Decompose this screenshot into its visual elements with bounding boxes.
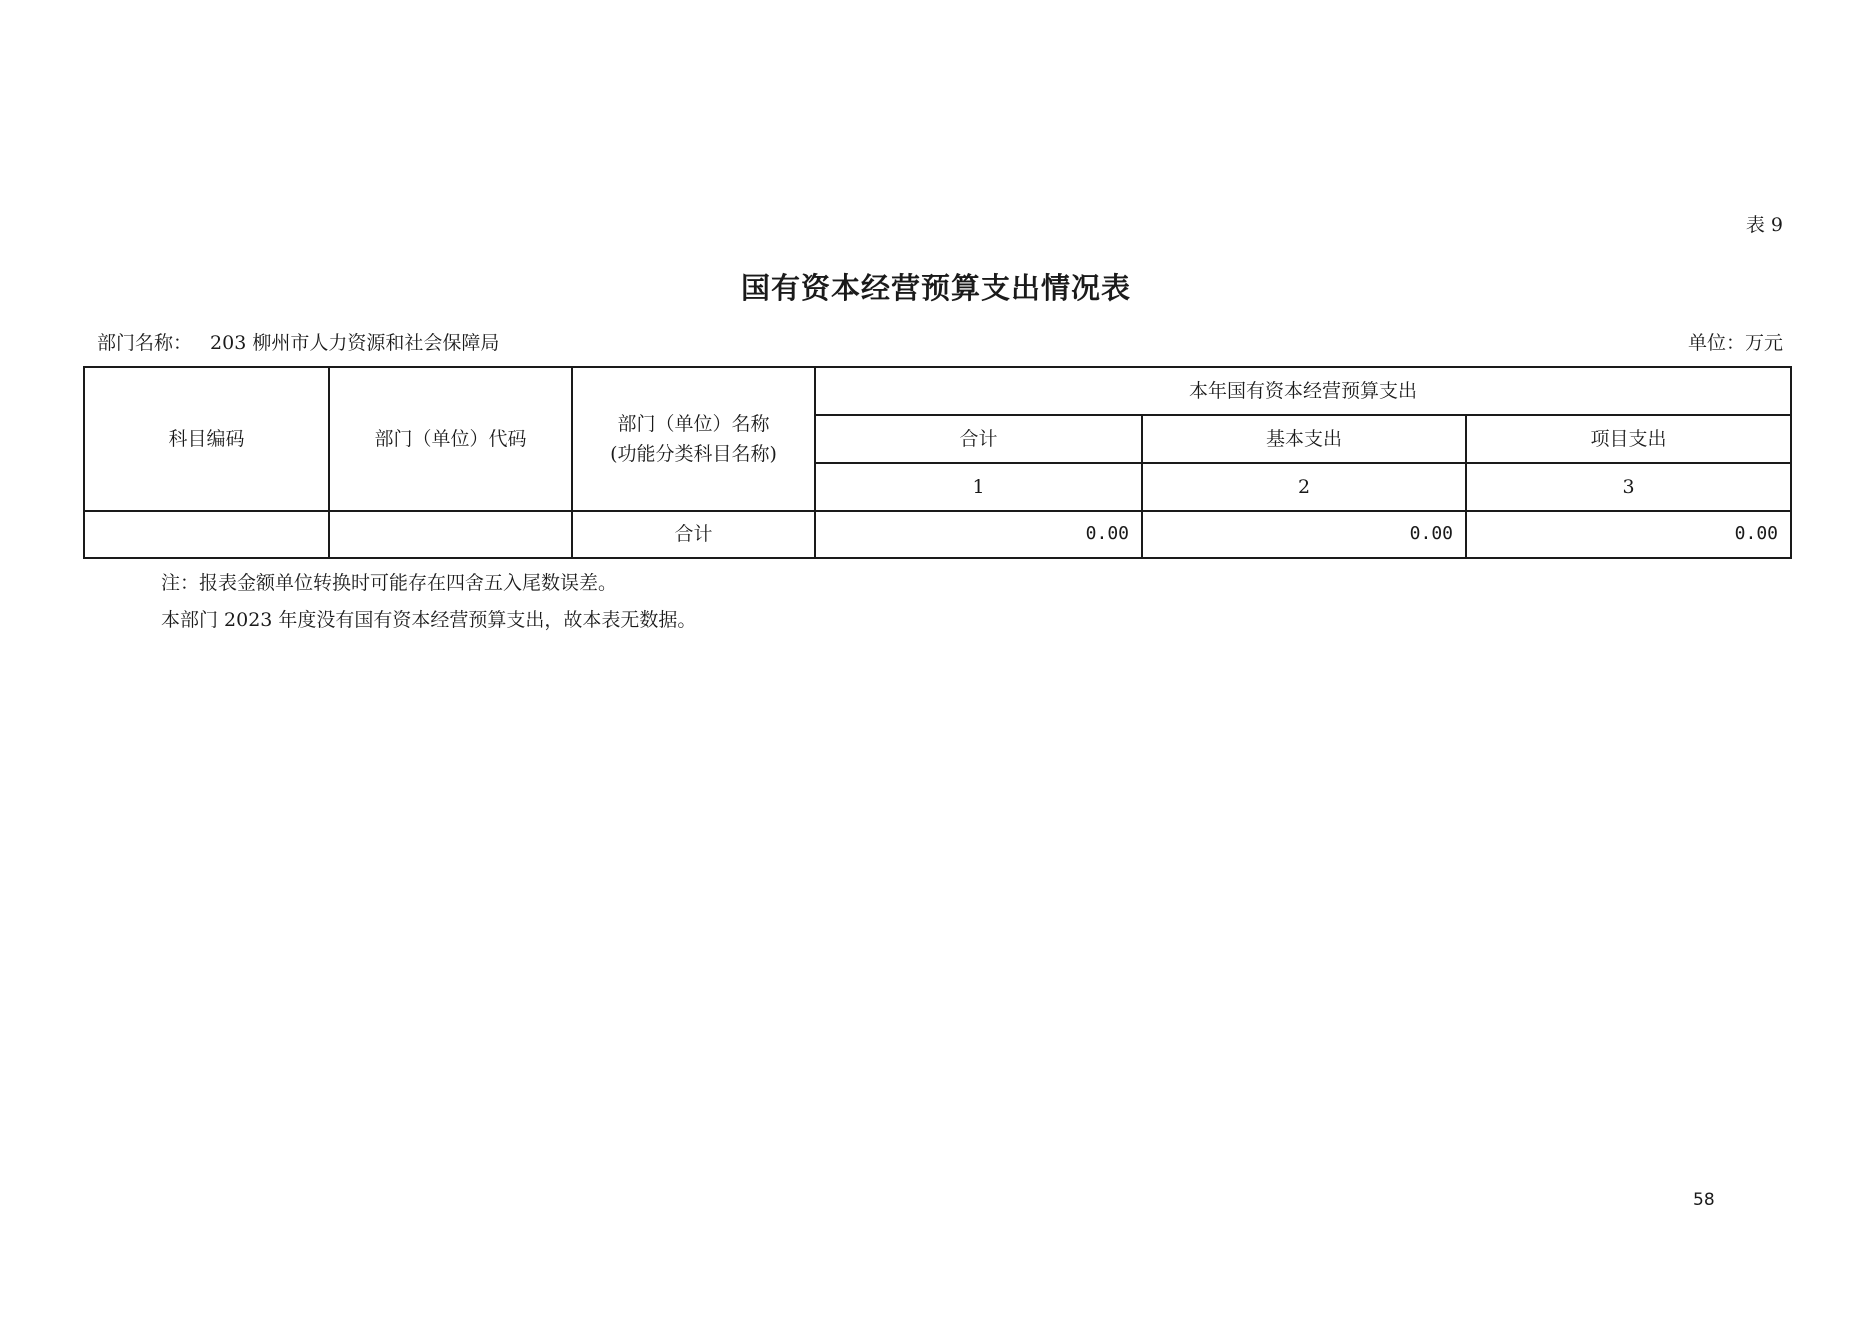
header-col-number-2: 2 [1142, 463, 1466, 511]
header-basic: 基本支出 [1142, 415, 1466, 463]
page-number: 58 [1693, 1190, 1715, 1210]
header-subject-code: 科目编码 [84, 367, 329, 511]
unit-label: 单位：万元 [1687, 332, 1783, 354]
page-title: 国有资本经营预算支出情况表 [740, 271, 1131, 305]
header-col-number-3: 3 [1466, 463, 1791, 511]
department-label: 部门名称： [97, 332, 193, 354]
cell-total: 0.00 [815, 511, 1142, 558]
header-project: 项目支出 [1466, 415, 1791, 463]
cell-dept-code [329, 511, 572, 558]
header-col-number-1: 1 [815, 463, 1142, 511]
header-dept-name-line1: 部门（单位）名称 [617, 412, 770, 435]
header-row-group [84, 367, 1791, 415]
department-line [97, 328, 499, 355]
department-value: 203 柳州市人力资源和社会保障局 [210, 332, 500, 354]
header-dept-code: 部门（单位）代码 [329, 367, 572, 511]
budget-table [83, 366, 1792, 559]
header-dept-name-line2: (功能分类科目名称) [610, 443, 777, 465]
cell-subject-code [84, 511, 329, 558]
table-row [84, 511, 1791, 558]
header-dept-name [572, 367, 815, 511]
table-number-label: 表 9 [1745, 214, 1783, 236]
cell-name: 合计 [572, 511, 815, 558]
header-total: 合计 [815, 415, 1142, 463]
cell-project: 0.00 [1466, 511, 1791, 558]
header-expenditure-group: 本年国有资本经营预算支出 [815, 367, 1791, 415]
note-no-data: 本部门 2023 年度没有国有资本经营预算支出，故本表无数据。 [161, 609, 697, 631]
cell-basic: 0.00 [1142, 511, 1466, 558]
note-rounding: 注：报表金额单位转换时可能存在四舍五入尾数误差。 [161, 572, 618, 594]
